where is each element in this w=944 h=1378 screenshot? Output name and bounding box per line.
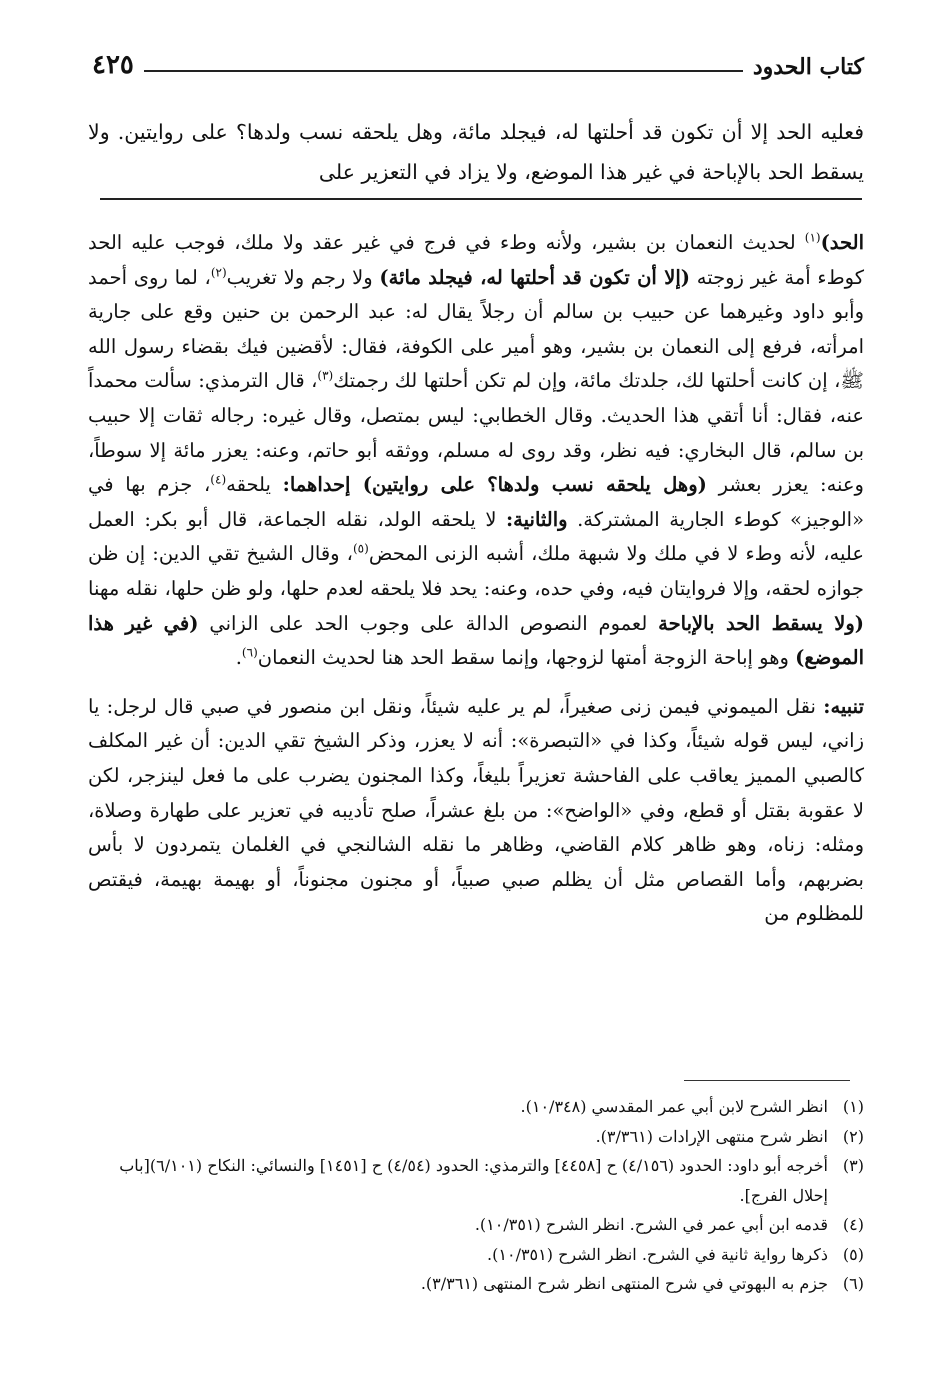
text-run: نقل الميموني فيمن زنى صغيراً، لم ير عليه شيئاً، ونقل ابن منصور في صبي قال لرجل: يا زاني، ليس قوله شيئاً، وكذا في «التبصرة»: أنه لا يعزر، وذكر الشيخ تقي الدين: أن غير المكلف كالصبي المميز يعاقب على الفاحشة تعزيراً بليغاً، وكذا المجنون يضرب على ما فعل لينزجر، لكن لا عقوبة بقتل أو قطع، وفي «الواضح»: من بلغ عشراً، صلح تأديبه في تعزير على طهارة وصلاة، ومثله: زناه، وهو ظاهر كلام القاضي، وظاهر ما نقله الشالنجي في الغلمان يتمردون لا بأس بضربهم، وأما القصاص مثل أن يظلم صبي صبياً، أو مجنون مجنوناً، أو بهيمة بهيمة، فيقتص للمظلوم من (88, 694, 864, 926)
main-text: فعليه الحد إلا أن تكون قد أحلتها له، فيجلد مائة، وهل يلحقه نسب ولدها؟ على روايتين. ولا يسقط الحد بالإباحة في غير هذا الموضع، ولا يزاد في التعزير على (88, 120, 864, 184)
footnote-row (88, 1092, 864, 1122)
text-run: يلحقه (226, 473, 283, 497)
footnote-number: (٢) (842, 1126, 864, 1146)
footnote-separator (684, 1080, 850, 1081)
bold-run: والثانية: (505, 507, 568, 531)
commentary-block (88, 226, 864, 932)
page-number: ٤٢٥ (92, 50, 134, 80)
footnote-ref: (٢) (210, 265, 227, 280)
text-run: لعموم النصوص الدالة على وجوب الحد على الزاني (198, 611, 659, 635)
footnote-ref: (١) (804, 230, 821, 245)
footnote-text: انظر الشرح لابن أبي عمر المقدسي (١٠/٣٤٨). (520, 1097, 828, 1116)
page-header (92, 44, 864, 80)
text-run: وهو إباحة الزوجة أمتها لزوجها، وإنما سقط الحد هنا لحديث النعمان (257, 646, 796, 670)
footnote-number: (٦) (842, 1274, 864, 1293)
footnote-ref: (٤) (210, 472, 227, 487)
footnote-ref: (٦) (241, 645, 258, 660)
footnote-row (88, 1269, 864, 1299)
bold-run: (ولا يسقط الحد بالإباحة (658, 611, 864, 635)
footnote-row (88, 1240, 864, 1270)
bold-run: (في غير هذا الموضع) (88, 611, 864, 670)
footnote-number: (٣) (842, 1156, 864, 1175)
text-run: ، لما روى أحمد وأبو داود وغيرهما عن حبيب بن سالم أن رجلاً يقال له: عبد الرحمن بن حنين وقع على جارية امرأته، فرفع إلى النعمان بن بشير، وهو أمير على الكوفة، فقال: لأقضين فيك بقضاء رسول الله ﷺ، إن كانت أحلتها لك، جلدتك مائة، وإن لم تكن أحلتها لك رجمتك (88, 265, 864, 393)
footnote-number: (١) (842, 1097, 864, 1116)
bold-run: الحد) (820, 231, 864, 254)
bold-run: تنبيه: (823, 694, 864, 718)
footnotes (88, 1092, 864, 1299)
commentary-paragraph-2 (88, 690, 864, 932)
footnote-row (88, 1122, 864, 1152)
footnote-text: قدمه ابن أبي عمر في الشرح. انظر الشرح (١٠/٣٥١). (474, 1215, 828, 1234)
footnote-row (88, 1210, 864, 1240)
footnote-text: جزم به البهوتي في شرح المنتهى انظر شرح المنتهى (٣/٣٦١). (420, 1274, 828, 1293)
footnote-text: ذكرها رواية ثانية في الشرح. انظر الشرح (١٠/٣٥١). (487, 1244, 828, 1264)
commentary-paragraph-1 (88, 226, 864, 676)
footnote-number: (٥) (842, 1244, 864, 1264)
footnote-row (88, 1151, 864, 1210)
text-run: . (235, 646, 242, 670)
footnote-text: أخرجه أبو داود: الحدود (٤/١٥٦) ح [٤٤٥٨] والترمذي: الحدود (٤/٥٤) ح [١٤٥١] والنسائي: النكاح (٦/١٠١)[باب إحلال الفرج]. (119, 1156, 828, 1205)
main-text-block (88, 112, 864, 192)
footnote-ref: (٥) (352, 541, 369, 556)
text-run: لحديث النعمان بن بشير، ولأنه وطء في فرج في غير عقد ولا ملك، فوجب عليه الحد كوطء أمة غير زوجته (88, 231, 864, 289)
footnote-ref: (٣) (317, 368, 334, 383)
text-run: ولا رجم ولا تغريب (226, 265, 380, 289)
text-run: لا يلحقه الولد، نقله الجماعة، قال أبو بكر: العمل عليه، لأنه وطء لا في ملك ولا شبهة ملك، أشبه الزنى المحض (88, 507, 864, 566)
text-run: ، وقال الشيخ تقي الدين: إن ظن جوازه لحقه، وإلا فروايتان فيه، وفي حده، وعنه: يحد فلا يلحقه لعدم حلها، ولو ظن حلها، نقله مهنا (88, 542, 864, 600)
footnote-text: انظر شرح منتهى الإرادات (٣/٣٦١). (595, 1126, 828, 1146)
text-run: ، جزم بها في «الوجيز» كوطء الجارية المشتركة. (88, 473, 865, 531)
text-run: ، قال الترمذي: سألت محمداً عنه، فقال: أنا أتقي هذا الحديث. وقال الخطابي: ليس بمتصل، وقال غيره: رجاله ثقات إلا حبيب بن سالم، قال البخاري: فيه نظر، وقد روى له مسلم، ووثقه أبو حاتم، وعنه: يعزر مائة إلا سوطاً، وعنه: يعزر بعشر (88, 369, 864, 497)
header-rule (144, 70, 743, 72)
chapter-title: كتاب الحدود (752, 54, 864, 80)
footnote-number: (٤) (842, 1215, 864, 1234)
bold-run: (إلا أن تكون قد أحلتها له، فيجلد مائة) (379, 265, 690, 289)
bold-run: (وهل يلحقه نسب ولدها؟ على روايتين) إحداهما: (282, 473, 707, 497)
text-separator (100, 198, 862, 200)
